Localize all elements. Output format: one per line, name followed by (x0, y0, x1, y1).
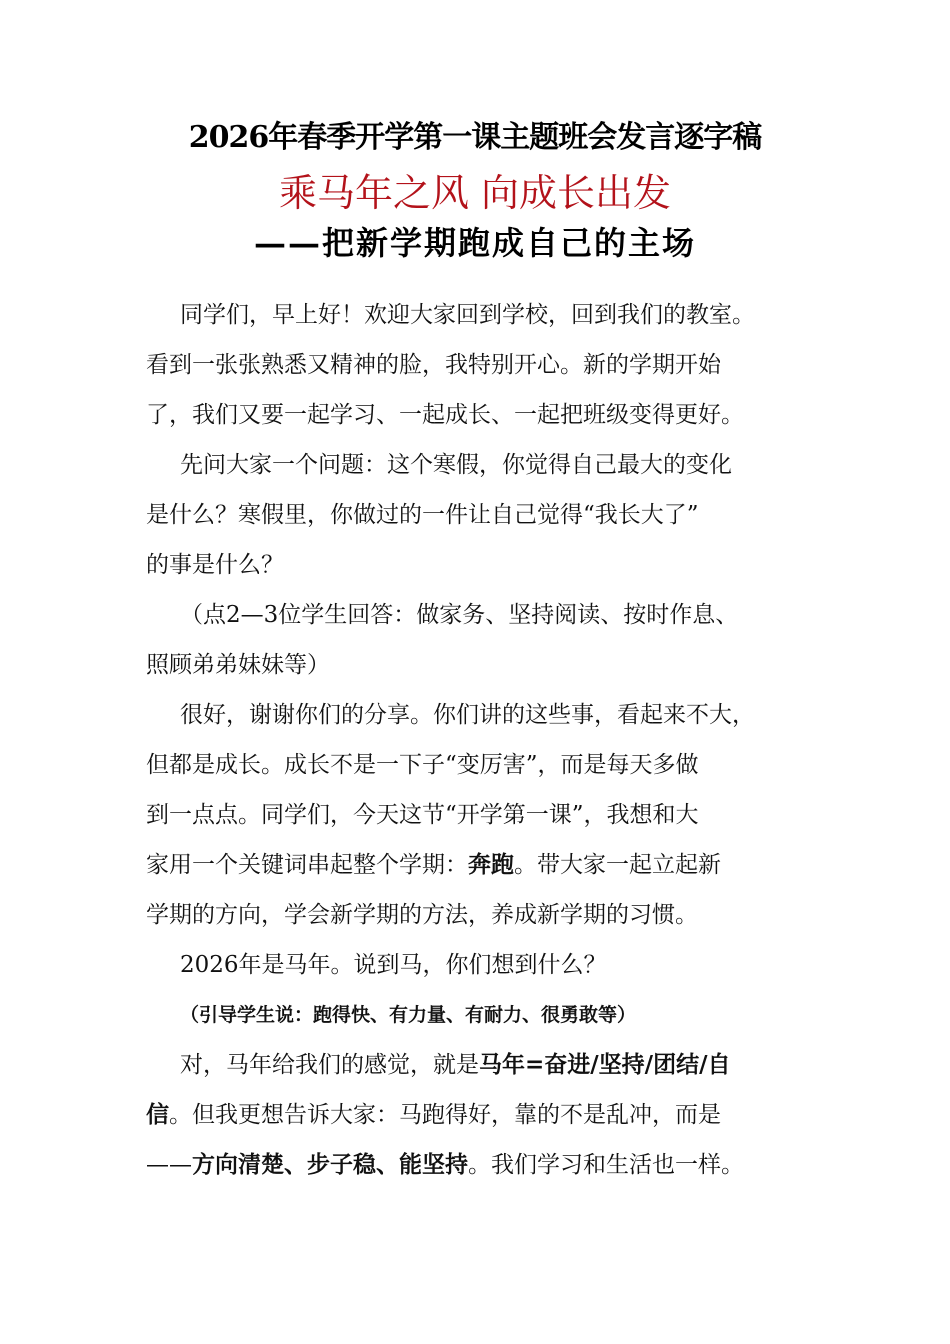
text-line: 同学们，早上好！欢迎大家回到学校，回到我们的教室。 (180, 302, 755, 328)
text-line: 了，我们又要一起学习、一起成长、一起把班级变得更好。 (146, 402, 744, 428)
text-line (146, 840, 826, 890)
text-segment: 。但我更想告诉大家：马跑得好，靠的不是乱冲，而是 (169, 1102, 721, 1128)
keyword-run: 信 (146, 1102, 169, 1128)
text-line: 照顾弟弟妹妹等） (146, 652, 330, 678)
text-line: 的事是什么？ (146, 552, 284, 578)
document-subtitle: ——把新学期跑成自己的主场 (253, 224, 696, 262)
keyword-run: 方向清楚、步子稳、能坚持 (192, 1152, 468, 1178)
paragraph-horse-meaning (146, 1040, 826, 1190)
text-line (146, 1090, 826, 1140)
paragraph-question (146, 440, 826, 590)
text-line: 很好，谢谢你们的分享。你们讲的这些事，看起来不大， (180, 702, 755, 728)
text-segment: 对，马年给我们的感觉，就是 (180, 1052, 479, 1078)
text-line: 是什么？寒假里，你做过的一件让自己觉得“我长大了” (146, 502, 699, 528)
text-line: 先问大家一个问题：这个寒假，你觉得自己最大的变化 (180, 452, 732, 478)
document-headline: 乘马年之风 向成长出发 (278, 171, 672, 215)
text-line: 看到一张张熟悉又精神的脸，我特别开心。新的学期开始 (146, 352, 721, 378)
document-title: 2026年春季开学第一课主题班会发言逐字稿 (188, 120, 762, 155)
keyword-run: 奔跑 (468, 852, 514, 878)
paragraph-student-answers (146, 590, 826, 690)
paragraph-greeting (146, 290, 826, 440)
text-line: 学期的方向，学会新学期的方法，养成新学期的习惯。 (146, 902, 698, 928)
text-segment: 。带大家一起立起新 (514, 852, 721, 878)
text-segment: —— (146, 1152, 192, 1178)
text-line: 但都是成长。成长不是一下子“变厉害”，而是每天多做 (146, 752, 699, 778)
text-segment: 家用一个关键词串起整个学期： (146, 852, 468, 878)
text-line: （点2—3位学生回答：做家务、坚持阅读、按时作息、 (180, 602, 739, 628)
text-line: 2026年是马年。说到马，你们想到什么？ (180, 952, 607, 978)
text-segment: 。我们学习和生活也一样。 (468, 1152, 744, 1178)
keyword-run: 马年=奋进/坚持/团结/自 (479, 1052, 731, 1078)
text-line (146, 1040, 826, 1090)
paragraph-growth (146, 690, 826, 940)
text-line (146, 1140, 826, 1190)
guide-note: （引导学生说：跑得快、有力量、有耐力、很勇敢等） (180, 1004, 637, 1026)
paragraph-horse-year (146, 940, 826, 1040)
text-line: 到一点点。同学们，今天这节“开学第一课”，我想和大 (146, 802, 699, 828)
